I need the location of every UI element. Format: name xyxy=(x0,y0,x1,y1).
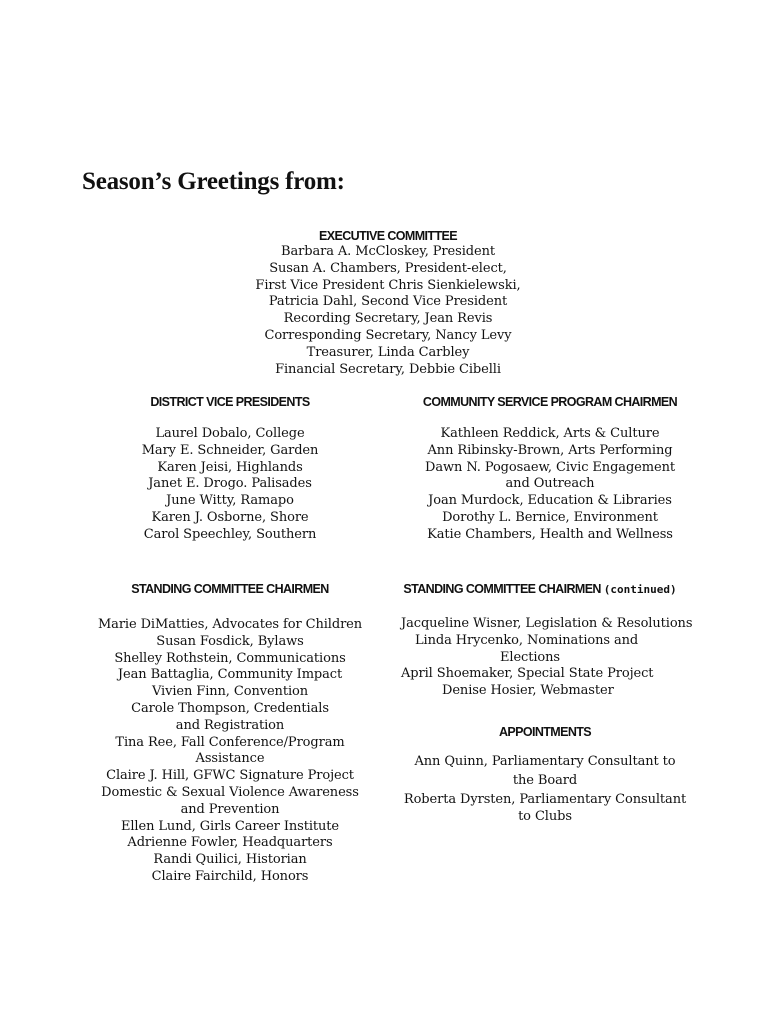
list-item: Corresponding Secretary, Nancy Levy xyxy=(264,327,512,343)
list-item: June Witty, Ramapo xyxy=(166,493,294,509)
list-item: Janet E. Drogo. Palisades xyxy=(148,476,312,492)
list-item: Treasurer, Linda Carbley xyxy=(306,344,470,360)
section-heading: STANDING COMMITTEE CHAIRMEN xyxy=(131,582,329,596)
list-item: the Board xyxy=(512,773,578,788)
list-item: Claire J. Hill, GFWC Signature Project xyxy=(106,768,354,784)
standing-committee-continued-heading-block xyxy=(390,581,690,598)
executive-committee-section xyxy=(190,228,586,378)
list-item: Ellen Lund, Girls Career Institute xyxy=(120,818,339,834)
list-item: Vivien Finn, Convention xyxy=(151,684,309,700)
standing-committee-continued-section xyxy=(390,616,720,700)
list-item: and Registration xyxy=(175,717,285,733)
section-heading xyxy=(390,581,690,598)
heading-suffix: (continued) xyxy=(603,583,677,596)
heading-text: STANDING COMMITTEE CHAIRMEN xyxy=(403,582,601,596)
community-service-section xyxy=(405,394,695,544)
list-item: Kathleen Reddick, Arts & Culture xyxy=(440,426,660,441)
list-item: Randi Quilici, Historian xyxy=(153,852,307,868)
list-item: Domestic & Sexual Violence Awareness xyxy=(101,784,359,800)
section-heading: DISTRICT VICE PRESIDENTS xyxy=(150,395,310,409)
list-item: Karen Jeisi, Highlands xyxy=(157,459,303,475)
district-vice-presidents-section xyxy=(110,394,350,544)
list-item: to Clubs xyxy=(518,809,572,824)
page-title: Season’s Greetings from: xyxy=(82,168,345,195)
list-item: Ann Quinn, Parliamentary Consultant to xyxy=(414,754,676,769)
list-item: Claire Fairchild, Honors xyxy=(151,868,309,884)
list-item: Financial Secretary, Debbie Cibelli xyxy=(275,361,501,377)
list-item: and Prevention xyxy=(180,801,280,817)
list-item: First Vice President Chris Sienkielewski, xyxy=(255,277,521,293)
list-item: Laurel Dobalo, College xyxy=(155,426,305,441)
list-item: Denise Hosier, Webmaster xyxy=(442,683,614,699)
section-heading: EXECUTIVE COMMITTEE xyxy=(319,229,457,243)
list-item: Barbara A. McCloskey, President xyxy=(281,244,495,259)
list-item: Elections xyxy=(500,649,560,665)
appointments-section xyxy=(395,724,695,825)
list-item: Carole Thompson, Credentials xyxy=(131,700,329,716)
list-item: Assistance xyxy=(195,751,265,767)
list-item: Jacqueline Wisner, Legislation & Resolutions xyxy=(401,616,693,631)
list-item: Dorothy L. Bernice, Environment xyxy=(442,509,658,525)
list-item: Patricia Dahl, Second Vice President xyxy=(268,294,508,310)
list-item: Recording Secretary, Jean Revis xyxy=(283,311,493,327)
list-item: Carol Speechley, Southern xyxy=(143,526,317,542)
list-item: Susan Fosdick, Bylaws xyxy=(156,633,304,649)
list-item: and Outreach xyxy=(505,476,595,492)
list-item: Ann Ribinsky-Brown, Arts Performing xyxy=(427,442,673,458)
list-item: Linda Hrycenko, Nominations and xyxy=(415,632,639,648)
list-item: Karen J. Osborne, Shore xyxy=(151,509,309,525)
standing-committee-section xyxy=(80,581,380,886)
list-item: April Shoemaker, Special State Project xyxy=(401,666,654,682)
list-item: Adrienne Fowler, Headquarters xyxy=(127,835,333,851)
section-heading: APPOINTMENTS xyxy=(498,725,592,739)
section-heading: COMMUNITY SERVICE PROGRAM CHAIRMEN xyxy=(422,395,678,409)
list-item: Tina Ree, Fall Conference/Program xyxy=(115,734,345,750)
list-item: Roberta Dyrsten, Parliamentary Consultant xyxy=(403,792,687,807)
list-item: Marie DiMatties, Advocates for Children xyxy=(97,617,363,632)
list-item: Joan Murdock, Education & Libraries xyxy=(428,493,672,509)
list-item: Jean Battaglia, Community Impact xyxy=(117,667,343,683)
list-item: Dawn N. Pogosaew, Civic Engagement xyxy=(425,459,675,475)
list-item: Susan A. Chambers, President-elect, xyxy=(269,260,507,276)
list-item: Katie Chambers, Health and Wellness xyxy=(427,526,673,542)
list-item: Mary E. Schneider, Garden xyxy=(141,442,319,458)
list-item: Shelley Rothstein, Communications xyxy=(114,650,346,666)
